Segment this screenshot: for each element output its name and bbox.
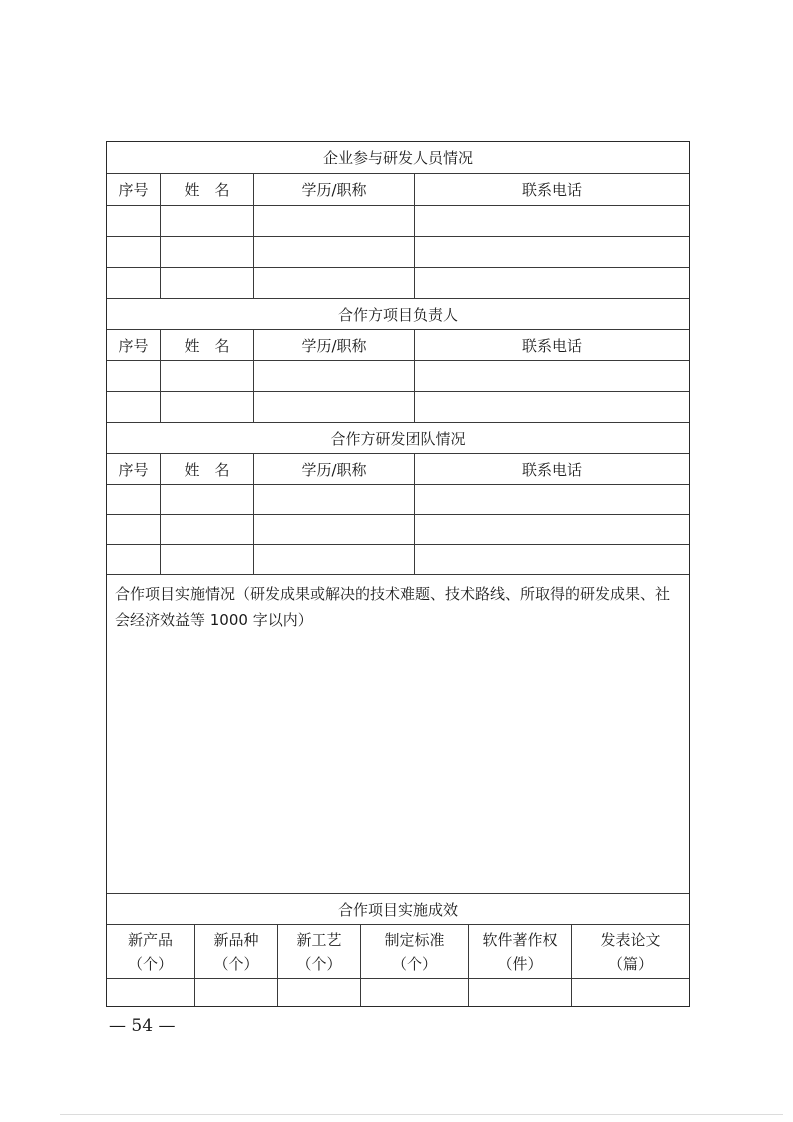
column-name: 制定标准 <box>384 930 445 949</box>
column-unit: （个） <box>127 954 173 973</box>
column-name: 新产品 <box>127 930 173 949</box>
table-header-row <box>107 330 689 361</box>
header-standards <box>361 925 469 978</box>
header-new-variety <box>195 925 278 978</box>
column-unit: （件） <box>497 954 543 973</box>
cell-name[interactable] <box>161 515 254 544</box>
table-row <box>107 485 689 515</box>
header-education-title: 学历/职称 <box>254 330 415 360</box>
cell-new-product[interactable] <box>107 979 195 1006</box>
header-new-process <box>278 925 361 978</box>
table-row <box>107 392 689 423</box>
cell-name[interactable] <box>161 392 254 422</box>
cell-phone[interactable] <box>415 237 689 267</box>
header-education-title: 学历/职称 <box>254 454 415 484</box>
table-header-row <box>107 454 689 485</box>
cell-phone[interactable] <box>415 361 689 391</box>
section-title-results: 合作项目实施成效 <box>337 900 458 919</box>
header-software-copyright <box>469 925 572 978</box>
column-name: 新工艺 <box>296 930 342 949</box>
column-unit: （个） <box>296 954 342 973</box>
header-name: 姓 名 <box>161 454 254 484</box>
scan-edge-line <box>60 1114 783 1115</box>
header-serial: 序号 <box>107 454 161 484</box>
column-name: 软件著作权 <box>482 930 558 949</box>
cell-education-title[interactable] <box>254 268 415 298</box>
header-education-title: 学历/职称 <box>254 174 415 205</box>
cell-serial[interactable] <box>107 545 161 574</box>
section-title-row <box>107 142 689 174</box>
header-phone: 联系电话 <box>521 181 582 199</box>
section-title-row <box>107 299 689 330</box>
cell-new-variety[interactable] <box>195 979 278 1006</box>
cell-education-title[interactable] <box>254 206 415 236</box>
cell-phone[interactable] <box>415 268 689 298</box>
section-title-partner-team: 合作方研发团队情况 <box>330 429 466 448</box>
cell-serial[interactable] <box>107 515 161 544</box>
cell-phone[interactable] <box>415 206 689 236</box>
cell-serial[interactable] <box>107 206 161 236</box>
cell-name[interactable] <box>161 237 254 267</box>
header-serial: 序号 <box>107 330 161 360</box>
cell-education-title[interactable] <box>254 361 415 391</box>
table-row <box>107 268 689 299</box>
table-header-row <box>107 174 689 206</box>
header-papers <box>572 925 689 978</box>
cell-education-title[interactable] <box>254 392 415 422</box>
table-row <box>107 515 689 545</box>
application-form-table <box>106 141 690 1007</box>
column-unit: （个） <box>213 954 259 973</box>
cell-education-title[interactable] <box>254 545 415 574</box>
results-value-row <box>107 979 689 1006</box>
cell-education-title[interactable] <box>254 237 415 267</box>
column-name: 发表论文 <box>600 930 661 949</box>
cell-phone[interactable] <box>415 485 689 514</box>
table-row <box>107 545 689 575</box>
cell-phone[interactable] <box>415 515 689 544</box>
table-row <box>107 237 689 268</box>
section-title-partner-lead: 合作方项目负责人 <box>337 305 458 324</box>
cell-software-copyright[interactable] <box>469 979 572 1006</box>
implementation-description: 合作项目实施情况（研发成果或解决的技术难题、技术路线、所取得的研发成果、社会经济效益等 1000 字以内） <box>115 585 671 629</box>
cell-serial[interactable] <box>107 485 161 514</box>
header-phone: 联系电话 <box>521 460 582 479</box>
cell-name[interactable] <box>161 485 254 514</box>
column-unit: （篇） <box>607 954 653 973</box>
cell-new-process[interactable] <box>278 979 361 1006</box>
cell-name[interactable] <box>161 545 254 574</box>
header-name: 姓 名 <box>161 174 254 205</box>
column-name: 新品种 <box>213 930 259 949</box>
cell-serial[interactable] <box>107 361 161 391</box>
cell-name[interactable] <box>161 206 254 236</box>
cell-education-title[interactable] <box>254 485 415 514</box>
section-title-row <box>107 423 689 454</box>
results-header-row <box>107 925 689 979</box>
cell-papers[interactable] <box>572 979 689 1006</box>
cell-serial[interactable] <box>107 237 161 267</box>
cell-serial[interactable] <box>107 268 161 298</box>
section-title-row <box>107 894 689 925</box>
table-row <box>107 361 689 392</box>
column-unit: （个） <box>391 954 437 973</box>
cell-phone[interactable] <box>415 392 689 422</box>
header-name: 姓 名 <box>161 330 254 360</box>
cell-standards[interactable] <box>361 979 469 1006</box>
cell-phone[interactable] <box>415 545 689 574</box>
page-number: — 54 — <box>109 1016 176 1036</box>
cell-serial[interactable] <box>107 392 161 422</box>
cell-name[interactable] <box>161 268 254 298</box>
header-new-product <box>107 925 195 978</box>
header-phone: 联系电话 <box>521 336 582 355</box>
cell-name[interactable] <box>161 361 254 391</box>
cell-education-title[interactable] <box>254 515 415 544</box>
header-serial: 序号 <box>107 174 161 205</box>
section-title-enterprise-staff: 企业参与研发人员情况 <box>322 149 473 167</box>
table-row <box>107 206 689 237</box>
implementation-area[interactable] <box>107 575 689 894</box>
